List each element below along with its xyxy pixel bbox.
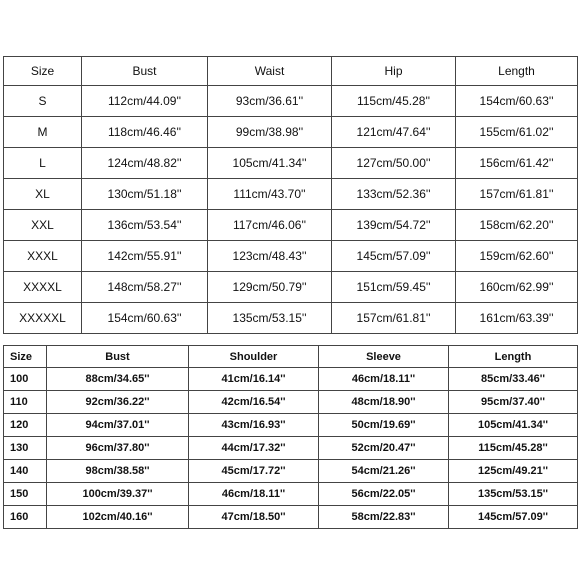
measurement-cell: 125cm/49.21'' xyxy=(449,460,578,483)
size-cell: 100 xyxy=(4,368,47,391)
measurement-cell: 95cm/37.40'' xyxy=(449,391,578,414)
measurement-cell: 135cm/53.15'' xyxy=(208,303,332,334)
measurement-cell: 43cm/16.93'' xyxy=(189,414,319,437)
measurement-cell: 112cm/44.09'' xyxy=(82,86,208,117)
measurement-cell: 148cm/58.27'' xyxy=(82,272,208,303)
size-cell: 140 xyxy=(4,460,47,483)
measurement-cell: 52cm/20.47'' xyxy=(319,437,449,460)
size-cell: XXXXXL xyxy=(4,303,82,334)
size-cell: 110 xyxy=(4,391,47,414)
measurement-cell: 155cm/61.02'' xyxy=(456,117,578,148)
measurement-cell: 92cm/36.22'' xyxy=(47,391,189,414)
size-cell: XL xyxy=(4,179,82,210)
measurement-cell: 102cm/40.16'' xyxy=(47,506,189,529)
table-row xyxy=(4,117,578,148)
measurement-cell: 157cm/61.81'' xyxy=(456,179,578,210)
measurement-cell: 123cm/48.43'' xyxy=(208,241,332,272)
measurement-cell: 142cm/55.91'' xyxy=(82,241,208,272)
measurement-cell: 44cm/17.32'' xyxy=(189,437,319,460)
measurement-cell: 58cm/22.83'' xyxy=(319,506,449,529)
measurement-cell: 115cm/45.28'' xyxy=(449,437,578,460)
measurement-cell: 115cm/45.28'' xyxy=(332,86,456,117)
measurement-cell: 136cm/53.54'' xyxy=(82,210,208,241)
table-row xyxy=(4,483,578,506)
measurement-cell: 145cm/57.09'' xyxy=(332,241,456,272)
measurement-cell: 41cm/16.14'' xyxy=(189,368,319,391)
size-cell: 130 xyxy=(4,437,47,460)
table-row xyxy=(4,272,578,303)
measurement-cell: 98cm/38.58'' xyxy=(47,460,189,483)
measurement-cell: 96cm/37.80'' xyxy=(47,437,189,460)
table-row xyxy=(4,303,578,334)
measurement-cell: 145cm/57.09'' xyxy=(449,506,578,529)
column-header: Hip xyxy=(332,57,456,86)
measurement-cell: 46cm/18.11'' xyxy=(189,483,319,506)
size-cell: XXL xyxy=(4,210,82,241)
table-row xyxy=(4,506,578,529)
measurement-cell: 124cm/48.82'' xyxy=(82,148,208,179)
measurement-cell: 118cm/46.46'' xyxy=(82,117,208,148)
measurement-cell: 50cm/19.69'' xyxy=(319,414,449,437)
measurement-cell: 160cm/62.99'' xyxy=(456,272,578,303)
measurement-cell: 48cm/18.90'' xyxy=(319,391,449,414)
measurement-cell: 156cm/61.42'' xyxy=(456,148,578,179)
table-row xyxy=(4,368,578,391)
adult-size-table xyxy=(3,56,578,334)
measurement-cell: 111cm/43.70'' xyxy=(208,179,332,210)
measurement-cell: 56cm/22.05'' xyxy=(319,483,449,506)
measurement-cell: 100cm/39.37'' xyxy=(47,483,189,506)
size-cell: L xyxy=(4,148,82,179)
size-cell: XXXXL xyxy=(4,272,82,303)
measurement-cell: 158cm/62.20'' xyxy=(456,210,578,241)
measurement-cell: 159cm/62.60'' xyxy=(456,241,578,272)
size-cell: 150 xyxy=(4,483,47,506)
measurement-cell: 93cm/36.61'' xyxy=(208,86,332,117)
column-header: Length xyxy=(456,57,578,86)
kids-size-table xyxy=(3,345,578,529)
size-cell: 120 xyxy=(4,414,47,437)
measurement-cell: 45cm/17.72'' xyxy=(189,460,319,483)
measurement-cell: 88cm/34.65'' xyxy=(47,368,189,391)
size-cell: 160 xyxy=(4,506,47,529)
measurement-cell: 105cm/41.34'' xyxy=(449,414,578,437)
table-row xyxy=(4,241,578,272)
measurement-cell: 157cm/61.81'' xyxy=(332,303,456,334)
column-header: Sleeve xyxy=(319,346,449,368)
measurement-cell: 161cm/63.39'' xyxy=(456,303,578,334)
measurement-cell: 46cm/18.11'' xyxy=(319,368,449,391)
measurement-cell: 105cm/41.34'' xyxy=(208,148,332,179)
measurement-cell: 85cm/33.46'' xyxy=(449,368,578,391)
measurement-cell: 129cm/50.79'' xyxy=(208,272,332,303)
column-header: Waist xyxy=(208,57,332,86)
table-row xyxy=(4,391,578,414)
measurement-cell: 139cm/54.72'' xyxy=(332,210,456,241)
measurement-cell: 94cm/37.01'' xyxy=(47,414,189,437)
measurement-cell: 154cm/60.63'' xyxy=(82,303,208,334)
table-row xyxy=(4,460,578,483)
measurement-cell: 99cm/38.98'' xyxy=(208,117,332,148)
measurement-cell: 127cm/50.00'' xyxy=(332,148,456,179)
column-header: Size xyxy=(4,346,47,368)
table-row xyxy=(4,148,578,179)
size-cell: XXXL xyxy=(4,241,82,272)
table-row xyxy=(4,437,578,460)
measurement-cell: 135cm/53.15'' xyxy=(449,483,578,506)
column-header: Shoulder xyxy=(189,346,319,368)
measurement-cell: 154cm/60.63'' xyxy=(456,86,578,117)
table-header-row xyxy=(4,346,578,368)
column-header: Size xyxy=(4,57,82,86)
size-cell: S xyxy=(4,86,82,117)
measurement-cell: 42cm/16.54'' xyxy=(189,391,319,414)
measurement-cell: 47cm/18.50'' xyxy=(189,506,319,529)
measurement-cell: 133cm/52.36'' xyxy=(332,179,456,210)
column-header: Bust xyxy=(47,346,189,368)
measurement-cell: 121cm/47.64'' xyxy=(332,117,456,148)
column-header: Bust xyxy=(82,57,208,86)
table-row xyxy=(4,414,578,437)
measurement-cell: 117cm/46.06'' xyxy=(208,210,332,241)
table-row xyxy=(4,179,578,210)
table-header-row xyxy=(4,57,578,86)
column-header: Length xyxy=(449,346,578,368)
table-row xyxy=(4,210,578,241)
measurement-cell: 54cm/21.26'' xyxy=(319,460,449,483)
measurement-cell: 130cm/51.18'' xyxy=(82,179,208,210)
table-row xyxy=(4,86,578,117)
size-cell: M xyxy=(4,117,82,148)
measurement-cell: 151cm/59.45'' xyxy=(332,272,456,303)
